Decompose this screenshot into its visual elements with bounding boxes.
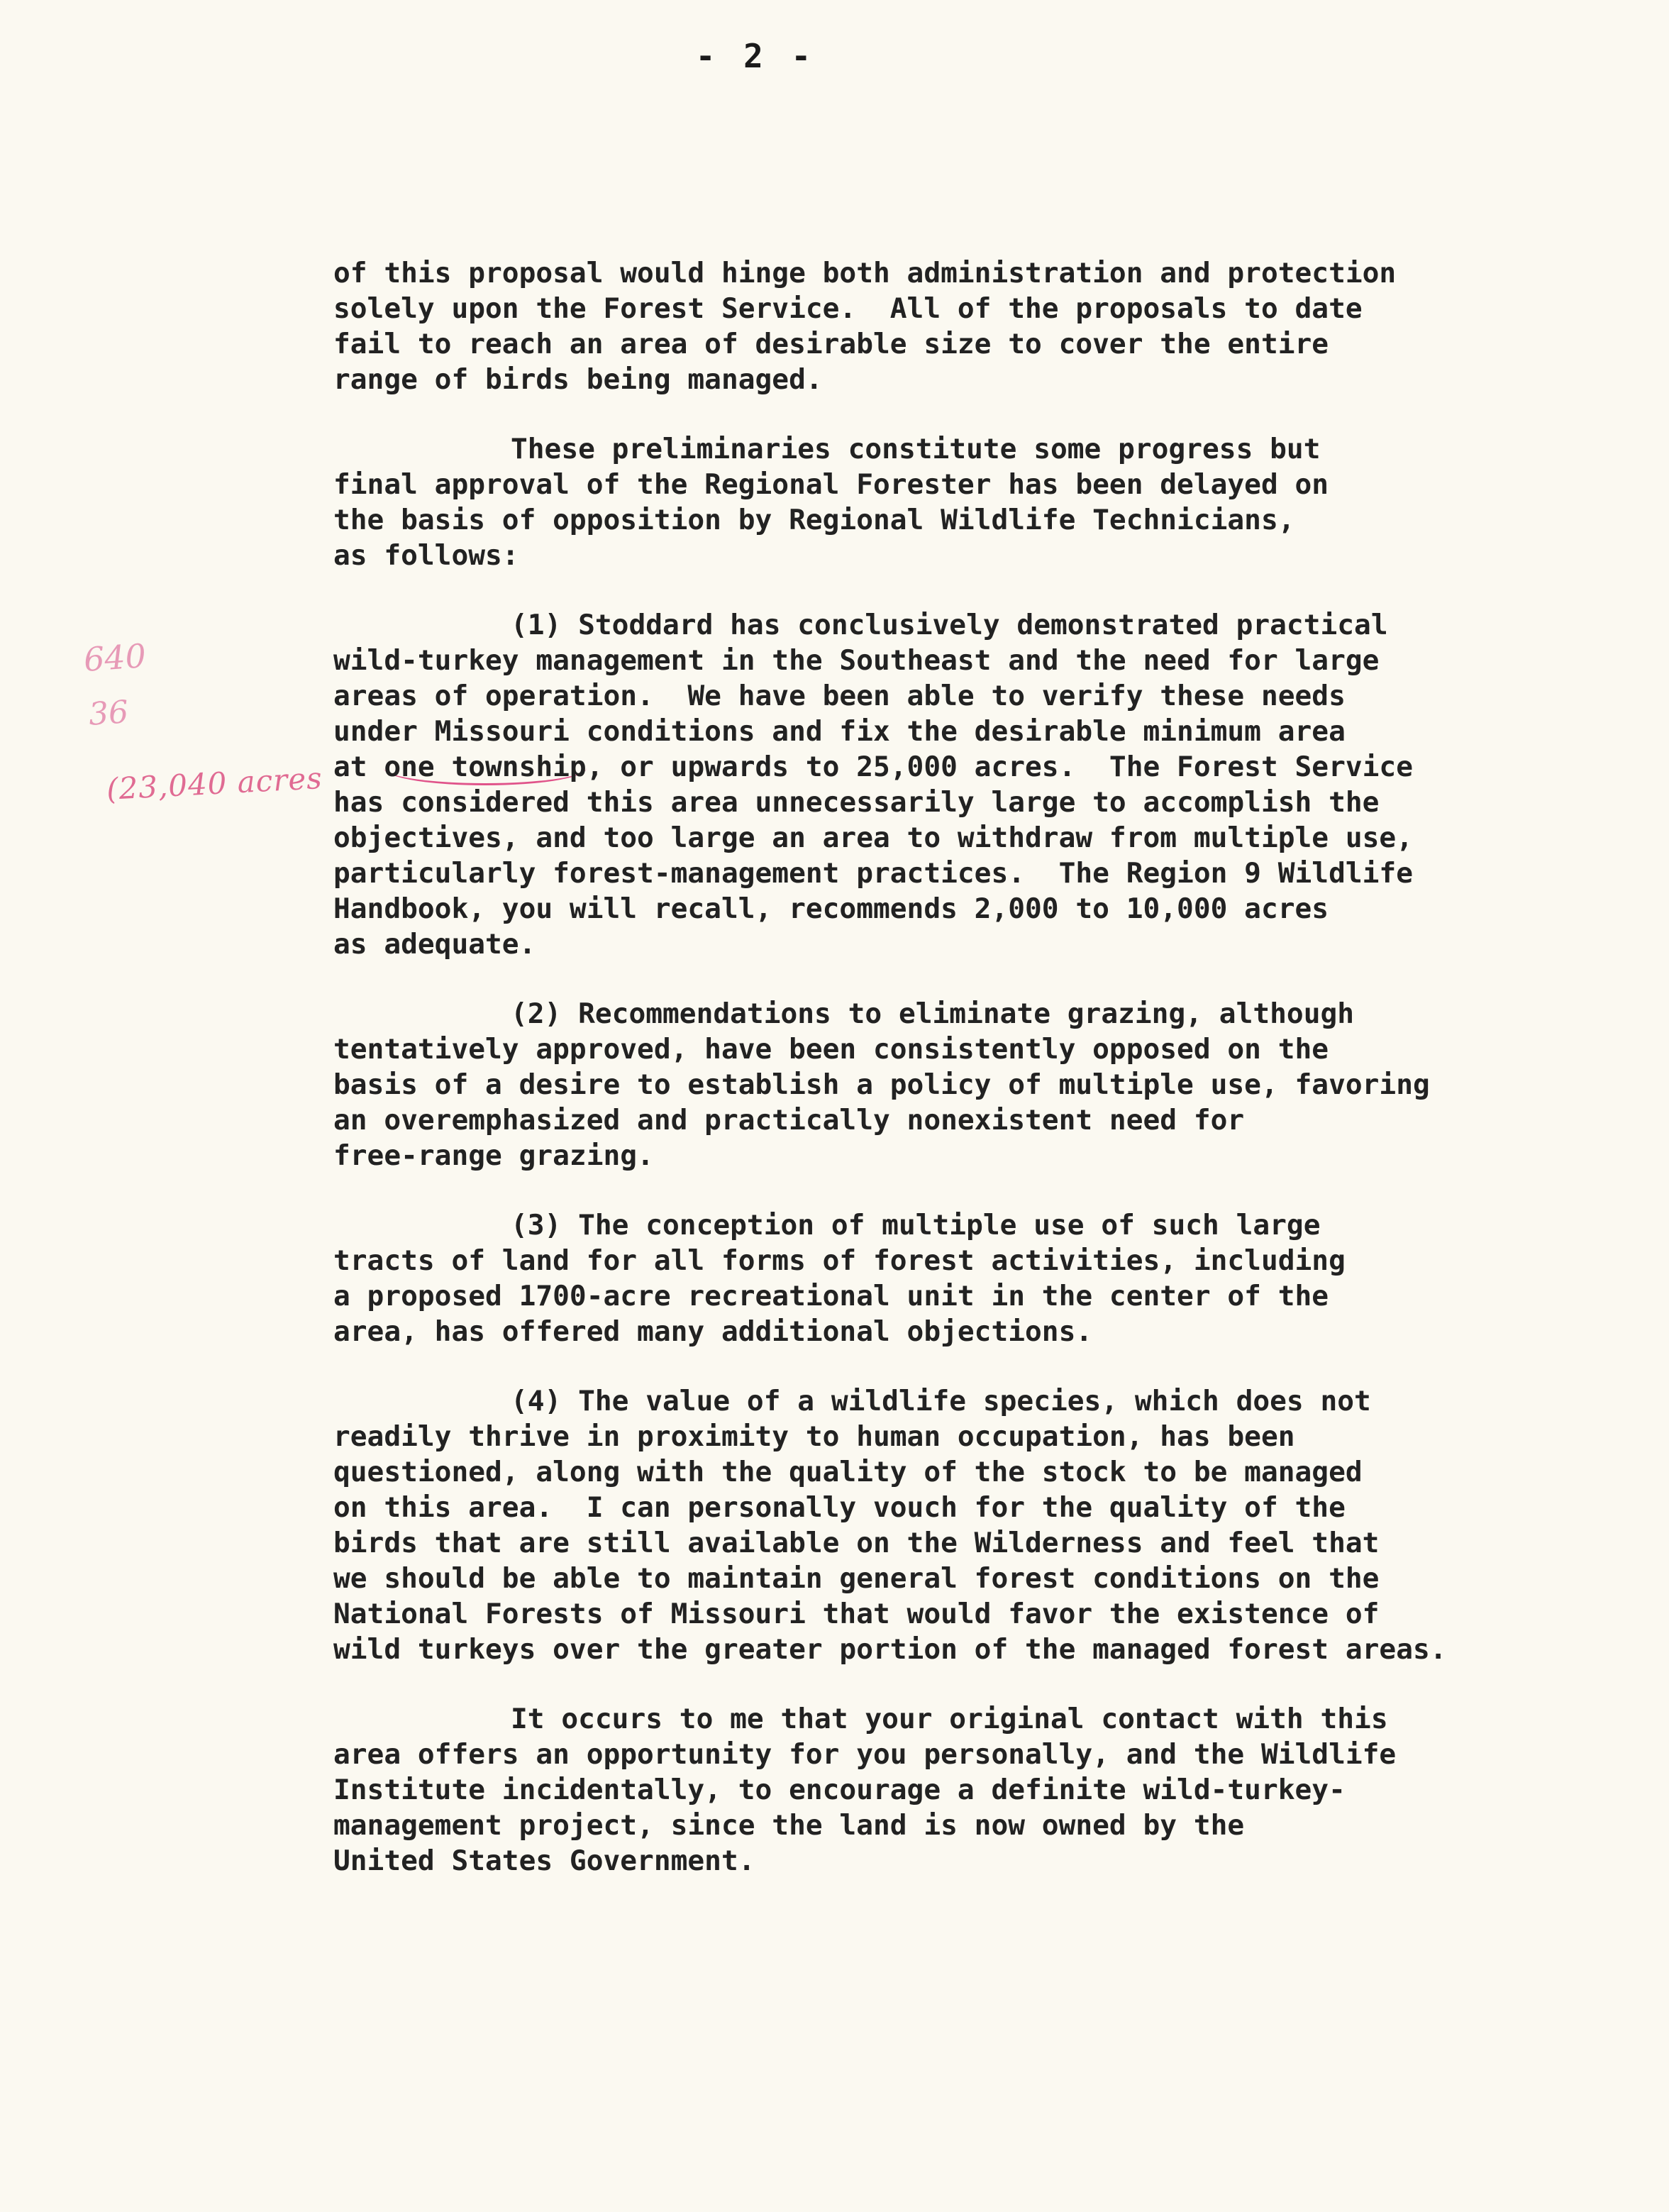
text-line: readily thrive in proximity to human occupation, has been (333, 1420, 1295, 1453)
text-line: particularly forest-management practices. The Region 9 Wildlife (333, 857, 1413, 890)
text-line: United States Government. (333, 1845, 755, 1877)
paragraph-7 (333, 1701, 1553, 1879)
margin-note-acres: (23,040 acres (105, 761, 323, 807)
text-line: on this area. I can personally vouch for the quality of the (333, 1491, 1346, 1524)
text-line: has considered this area unnecessarily large to accomplish the (333, 786, 1380, 819)
paragraph-4 (333, 996, 1553, 1173)
text-line: area, has offered many additional objections. (333, 1315, 1093, 1348)
text-line: the basis of opposition by Regional Wildlife Technicians, (333, 504, 1295, 536)
text-line: under Missouri conditions and fix the desirable minimum area (333, 715, 1346, 748)
paragraph-3 (333, 607, 1553, 962)
text-line: solely upon the Forest Service. All of the proposals to date (333, 292, 1363, 325)
text-line: we should be able to maintain general forest conditions on the (333, 1562, 1380, 1595)
text-line: Handbook, you will recall, recommends 2,000 to 10,000 acres (333, 892, 1329, 925)
text-line: wild-turkey management in the Southeast and the need for large (333, 644, 1380, 677)
text-line: It occurs to me that your original contact with this (511, 1703, 1388, 1735)
paragraph-6 (333, 1383, 1553, 1667)
text-line: These preliminaries constitute some progress but (511, 433, 1321, 465)
text-line: basis of a desire to establish a policy of multiple use, favoring (333, 1068, 1430, 1101)
text-line: birds that are still available on the Wilderness and feel that (333, 1527, 1380, 1559)
text-line: wild turkeys over the greater portion of the managed forest areas. (333, 1633, 1447, 1666)
margin-note-640: 640 (82, 636, 148, 679)
text-line: (4) The value of a wildlife species, which does not (511, 1385, 1371, 1417)
text-line: an overemphasized and practically nonexistent need for (333, 1104, 1245, 1137)
page-number: - 2 - (695, 37, 816, 75)
text-line: (1) Stoddard has conclusively demonstrated practical (511, 609, 1388, 641)
text-line: management project, since the land is now owned by the (333, 1809, 1245, 1842)
paragraph-2 (333, 431, 1553, 573)
paragraph-5 (333, 1207, 1553, 1349)
text-line: National Forests of Missouri that would favor the existence of (333, 1598, 1380, 1630)
text-line: as adequate. (333, 928, 536, 961)
paragraph-1 (333, 255, 1553, 397)
text-line: free-range grazing. (333, 1139, 654, 1172)
text-line: questioned, along with the quality of the stock to be managed (333, 1456, 1363, 1488)
text-line: area offers an opportunity for you personally, and the Wildlife (333, 1738, 1397, 1771)
letter-body (333, 255, 1553, 1913)
text-line: a proposed 1700-acre recreational unit in the center of the (333, 1280, 1329, 1312)
text-line: tentatively approved, have been consistently opposed on the (333, 1033, 1329, 1066)
text-line: Institute incidentally, to encourage a definite wild-turkey- (333, 1774, 1346, 1806)
text-line: of this proposal would hinge both administration and protection (333, 257, 1397, 289)
margin-note-36: 36 (87, 694, 130, 733)
pink-underline: one township (384, 751, 586, 785)
text-line: fail to reach an area of desirable size to cover the entire (333, 328, 1329, 360)
text-line: areas of operation. We have been able to verify these needs (333, 680, 1346, 712)
text-line: objectives, and too large an area to withdraw from multiple use, (333, 822, 1413, 854)
text-line: final approval of the Regional Forester has been delayed on (333, 468, 1329, 501)
text-line: at one township, or upwards to 25,000 acres. The Forest Service (333, 749, 1553, 785)
text-line: as follows: (333, 539, 519, 572)
text-line: range of birds being managed. (333, 363, 823, 396)
text-line: tracts of land for all forms of forest activities, including (333, 1244, 1346, 1277)
text-line: (3) The conception of multiple use of such large (511, 1209, 1321, 1242)
text-line: (2) Recommendations to eliminate grazing, although (511, 997, 1355, 1030)
